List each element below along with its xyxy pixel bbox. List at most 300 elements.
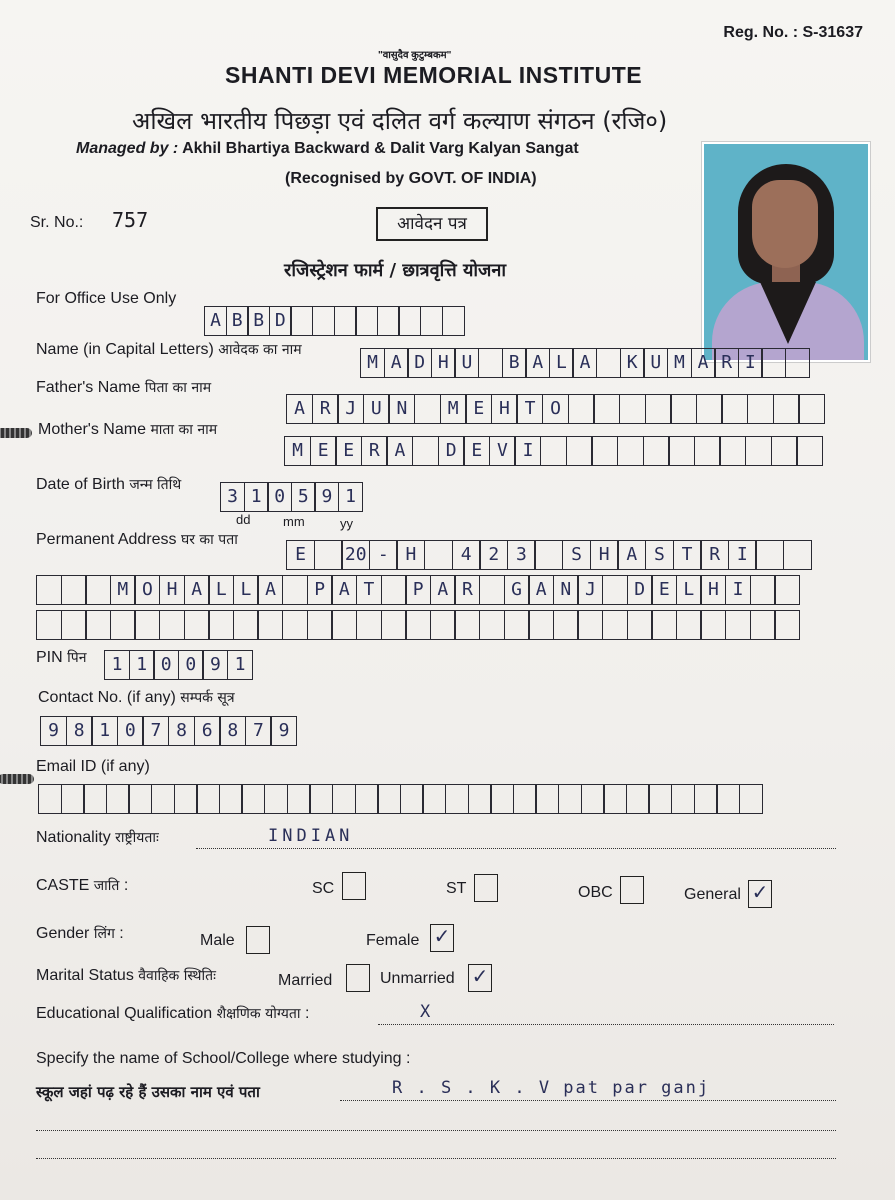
caste-obc-label: OBC [578,884,613,901]
char-box[interactable]: D [269,306,292,336]
char-box[interactable] [750,575,776,605]
dob-mm-hint: mm [283,514,305,529]
char-box[interactable]: L [676,575,702,605]
caste-sc-checkbox[interactable] [342,872,366,900]
char-box[interactable]: R [454,575,480,605]
char-box[interactable]: 0 [267,482,292,512]
char-box[interactable]: 8 [219,716,246,746]
office-use-label: For Office Use Only [36,290,177,307]
contact-boxes[interactable] [40,716,296,746]
name-label-en: Name (in Capital Letters) [36,341,214,358]
char-box[interactable] [694,784,718,814]
char-box[interactable] [577,610,603,640]
char-box[interactable]: 7 [142,716,169,746]
office-use-boxes[interactable] [204,306,463,336]
char-box[interactable] [596,348,621,378]
char-box[interactable]: 7 [245,716,272,746]
char-box[interactable] [645,394,672,424]
char-box[interactable] [617,436,644,466]
char-box[interactable]: 20 [341,540,370,570]
char-box[interactable]: 5 [291,482,316,512]
char-box[interactable] [761,348,786,378]
char-box[interactable]: H [590,540,619,570]
school-line-3 [36,1158,836,1159]
char-box[interactable]: A [617,540,646,570]
char-box[interactable]: I [725,575,751,605]
marital-married-label: Married [278,972,333,989]
char-box[interactable]: L [208,575,234,605]
caste-label-hi: जाति [93,878,120,894]
char-box[interactable] [332,784,356,814]
char-box[interactable] [700,610,726,640]
char-box[interactable]: I [738,348,763,378]
char-box[interactable] [85,610,111,640]
char-box[interactable] [196,784,220,814]
char-box[interactable] [716,784,740,814]
char-box[interactable]: A [386,436,413,466]
char-box[interactable]: A [184,575,210,605]
char-box[interactable] [490,784,514,814]
char-box[interactable]: S [645,540,674,570]
char-box[interactable] [241,784,265,814]
education-label-en: Educational Qualification [36,1005,213,1022]
char-box[interactable]: N [388,394,415,424]
pin-label [36,648,86,667]
char-box[interactable] [739,784,763,814]
char-box[interactable] [478,348,503,378]
char-box[interactable] [257,610,283,640]
education-value[interactable]: X [420,1002,435,1022]
pin-boxes[interactable] [104,650,252,680]
char-box[interactable] [381,610,407,640]
char-box[interactable] [377,306,400,336]
gender-female-label: Female [366,932,420,949]
char-box[interactable] [504,610,530,640]
char-box[interactable] [454,610,480,640]
char-box[interactable]: 0 [117,716,144,746]
char-box[interactable] [264,784,288,814]
char-box[interactable] [719,436,746,466]
application-title: आवेदन पत्र [376,207,488,241]
dob-boxes[interactable] [220,482,362,512]
address-line1-boxes[interactable] [286,540,811,570]
char-box[interactable] [233,610,259,640]
char-box[interactable] [603,784,627,814]
char-box[interactable]: E [463,436,490,466]
char-box[interactable]: M [110,575,136,605]
char-box[interactable] [398,306,421,336]
char-box[interactable]: D [407,348,432,378]
char-box[interactable]: H [159,575,185,605]
char-box[interactable] [750,610,776,640]
char-box[interactable] [355,306,378,336]
char-box[interactable]: B [247,306,270,336]
char-box[interactable] [314,540,343,570]
char-box[interactable]: 9 [202,650,228,680]
caste-general-label: General [684,886,741,903]
char-box[interactable]: 9 [40,716,67,746]
managed-by-label: Managed by : [76,140,179,157]
char-box[interactable]: - [369,540,398,570]
char-box[interactable]: A [430,575,456,605]
char-box[interactable] [38,784,62,814]
serial-number-label: Sr. No.: [30,214,84,231]
char-box[interactable]: U [363,394,390,424]
marital-status-label-hi: वैवाहिक स्थितिः [138,968,216,984]
nationality-label-hi: राष्ट्रीयताः [115,830,159,846]
char-box[interactable] [558,784,582,814]
char-box[interactable]: J [577,575,603,605]
char-box[interactable] [783,540,812,570]
gender-female-checkbox[interactable]: ✓ [430,924,454,952]
char-box[interactable]: R [361,436,388,466]
char-box[interactable]: T [516,394,543,424]
char-box[interactable]: U [643,348,668,378]
char-box[interactable]: E [651,575,677,605]
char-box[interactable] [651,610,677,640]
char-box[interactable] [771,436,798,466]
char-box[interactable] [134,610,160,640]
nationality-value[interactable]: INDIAN [268,826,354,846]
char-box[interactable]: I [514,436,541,466]
char-box[interactable] [696,394,723,424]
char-box[interactable] [581,784,605,814]
caste-st-label: ST [446,880,467,897]
name-boxes[interactable] [360,348,809,378]
marital-married-checkbox[interactable] [346,964,370,992]
char-box[interactable] [747,394,774,424]
char-box[interactable] [106,784,130,814]
char-box[interactable] [553,610,579,640]
char-box[interactable] [377,784,401,814]
caste-general-checkbox[interactable]: ✓ [748,880,772,908]
char-box[interactable]: E [335,436,362,466]
char-box[interactable]: H [396,540,425,570]
name-label-hi: आवेदक का नाम [218,342,302,358]
nationality-label [36,828,159,847]
gender-label-en: Gender [36,925,90,942]
pin-label-en: PIN [36,649,63,666]
father-name-label-en: Father's Name [36,379,141,396]
char-box[interactable] [334,306,357,336]
education-label [36,1004,309,1023]
char-box[interactable]: A [204,306,227,336]
char-box[interactable] [774,575,800,605]
char-box[interactable] [535,784,559,814]
nationality-label-en: Nationality [36,829,111,846]
char-box[interactable] [312,306,335,336]
contact-label-en: Contact No. (if any) [38,689,176,706]
char-box[interactable] [534,540,563,570]
char-box[interactable] [331,610,357,640]
dob-label-hi: जन्म तिथि [129,477,182,493]
caste-label [36,876,128,895]
char-box[interactable]: I [728,540,757,570]
char-box[interactable]: E [465,394,492,424]
char-box[interactable] [442,306,465,336]
char-box[interactable]: 4 [452,540,481,570]
char-box[interactable] [424,540,453,570]
char-box[interactable] [593,394,620,424]
char-box[interactable]: R [700,540,729,570]
char-box[interactable]: 2 [479,540,508,570]
gender-label [36,924,124,943]
school-value[interactable]: R . S . K . V pat par ganj [392,1078,711,1098]
char-box[interactable] [282,610,308,640]
char-box[interactable] [61,784,85,814]
marital-unmarried-checkbox[interactable]: ✓ [468,964,492,992]
dob-dd-hint: dd [236,512,251,527]
char-box[interactable]: T [356,575,382,605]
caste-st-checkbox[interactable] [474,874,498,902]
applicant-photo [702,142,870,362]
char-box[interactable] [36,575,62,605]
char-box[interactable]: 6 [194,716,221,746]
school-line-1 [340,1100,836,1101]
organization-hindi-name: अखिल भारतीय पिछड़ा एवं दलित वर्ग कल्याण संगठन (रजि०) [132,107,668,135]
char-box[interactable] [422,784,446,814]
contact-label-hi: सम्पर्क सूत्र [180,690,235,706]
char-box[interactable] [773,394,800,424]
father-name-label-hi: पिता का नाम [144,380,212,396]
char-box[interactable]: E [310,436,337,466]
contact-label [38,688,235,707]
binder-pin-icon [0,428,32,438]
address-label [36,530,238,549]
gender-label-hi: लिंग [93,926,115,942]
mother-name-label-hi: माता का नाम [150,422,218,438]
char-box[interactable] [798,394,825,424]
char-box[interactable] [412,436,439,466]
recognition-note: (Recognised by GOVT. OF INDIA) [285,170,537,187]
char-box[interactable]: E [286,540,315,570]
char-box[interactable] [626,784,650,814]
char-box[interactable]: R [312,394,339,424]
char-box[interactable] [513,784,537,814]
char-box[interactable] [290,306,313,336]
char-box[interactable]: M [360,348,385,378]
dob-label-en: Date of Birth [36,476,125,493]
char-box[interactable] [676,610,702,640]
char-box[interactable]: 0 [153,650,179,680]
dob-label [36,475,181,494]
char-box[interactable] [430,610,456,640]
address-line2-boxes[interactable] [36,575,799,605]
char-box[interactable]: 1 [104,650,130,680]
char-box[interactable]: O [134,575,160,605]
char-box[interactable]: A [286,394,313,424]
char-box[interactable] [591,436,618,466]
institute-name: SHANTI DEVI MEMORIAL INSTITUTE [225,62,643,88]
char-box[interactable] [445,784,469,814]
char-box[interactable] [796,436,823,466]
father-name-label [36,378,211,397]
char-box[interactable]: 8 [168,716,195,746]
char-box[interactable] [381,575,407,605]
education-label-separator: : [304,1005,310,1022]
char-box[interactable] [151,784,175,814]
char-box[interactable] [85,575,111,605]
char-box[interactable]: L [233,575,259,605]
address-label-en: Permanent Address [36,531,177,548]
char-box[interactable] [745,436,772,466]
char-box[interactable] [184,610,210,640]
char-box[interactable] [36,610,62,640]
char-box[interactable] [405,610,431,640]
marital-unmarried-label: Unmarried [380,970,455,987]
char-box[interactable] [307,610,333,640]
char-box[interactable]: 1 [129,650,155,680]
char-box[interactable]: A [528,575,554,605]
char-box[interactable] [128,784,152,814]
mother-name-label [38,420,217,439]
char-box[interactable]: T [673,540,702,570]
char-box[interactable] [468,784,492,814]
char-box[interactable]: 1 [227,650,253,680]
char-box[interactable]: B [502,348,527,378]
char-box[interactable]: H [431,348,456,378]
char-box[interactable] [602,610,628,640]
char-box[interactable] [755,540,784,570]
char-box[interactable] [671,784,695,814]
char-box[interactable]: S [562,540,591,570]
char-box[interactable]: 0 [178,650,204,680]
char-box[interactable]: L [549,348,574,378]
char-box[interactable] [110,610,136,640]
gender-label-separator: : [119,925,124,942]
char-box[interactable] [287,784,311,814]
char-box[interactable] [174,784,198,814]
pin-label-hi: पिन [67,650,87,666]
char-box[interactable]: A [331,575,357,605]
char-box[interactable]: M [667,348,692,378]
char-box[interactable] [309,784,333,814]
char-box[interactable] [479,610,505,640]
char-box[interactable] [648,784,672,814]
char-box[interactable]: 9 [270,716,297,746]
char-box[interactable]: J [337,394,364,424]
char-box[interactable] [61,575,87,605]
char-box[interactable] [602,575,628,605]
char-box[interactable]: H [491,394,518,424]
char-box[interactable]: 1 [91,716,118,746]
char-box[interactable]: A [384,348,409,378]
char-box[interactable] [355,784,379,814]
char-box[interactable] [528,610,554,640]
char-box[interactable] [208,610,234,640]
char-box[interactable] [61,610,87,640]
mother-name-label-en: Mother's Name [38,421,146,438]
char-box[interactable]: 1 [338,482,363,512]
char-box[interactable]: 3 [220,482,245,512]
education-label-hi: शैक्षणिक योग्यता [216,1006,301,1022]
char-box[interactable] [159,610,185,640]
char-box[interactable]: B [226,306,249,336]
char-box[interactable] [540,436,567,466]
char-box[interactable] [568,394,595,424]
caste-label-separator: : [123,877,129,894]
gender-male-checkbox[interactable] [246,926,270,954]
char-box[interactable]: 1 [244,482,269,512]
char-box[interactable]: D [438,436,465,466]
char-box[interactable] [721,394,748,424]
binder-pin-icon [0,774,34,784]
char-box[interactable] [420,306,443,336]
char-box[interactable] [619,394,646,424]
char-box[interactable]: P [405,575,431,605]
char-box[interactable]: 3 [507,540,536,570]
mother-name-boxes[interactable] [284,436,822,466]
school-label-hindi [36,1082,260,1102]
education-line [378,1024,834,1025]
char-box[interactable] [785,348,810,378]
char-box[interactable] [725,610,751,640]
char-box[interactable]: M [440,394,467,424]
email-label: Email ID (if any) [36,758,150,775]
marital-status-label [36,966,216,985]
caste-label-en: CASTE [36,877,90,894]
serial-number-value: 757 [112,208,149,232]
char-box[interactable] [774,610,800,640]
char-box[interactable]: V [489,436,516,466]
char-box[interactable]: A [572,348,597,378]
char-box[interactable]: A [257,575,283,605]
school-line-2 [36,1130,836,1131]
char-box[interactable]: O [542,394,569,424]
char-box[interactable]: G [504,575,530,605]
caste-sc-label: SC [312,880,335,897]
char-box[interactable] [694,436,721,466]
char-box[interactable] [643,436,670,466]
char-box[interactable] [282,575,308,605]
father-name-boxes[interactable] [286,394,824,424]
char-box[interactable]: A [691,348,716,378]
caste-obc-checkbox[interactable] [620,876,644,904]
char-box[interactable] [83,784,107,814]
char-box[interactable] [356,610,382,640]
address-label-hi: घर का पता [180,532,238,548]
char-box[interactable] [627,610,653,640]
char-box[interactable]: K [620,348,645,378]
school-label-hi-text: स्कूल जहां पढ़ रहे हैं उसका नाम एवं पता [36,1083,260,1101]
char-box[interactable]: 9 [314,482,339,512]
char-box[interactable] [414,394,441,424]
char-box[interactable]: N [553,575,579,605]
nationality-line [196,848,836,849]
char-box[interactable] [566,436,593,466]
char-box[interactable]: P [307,575,333,605]
char-box[interactable] [400,784,424,814]
char-box[interactable]: A [525,348,550,378]
form-subtitle: रजिस्ट्रेशन फार्म / छात्रवृत्ति योजना [284,260,507,281]
address-line3-boxes[interactable] [36,610,799,640]
char-box[interactable]: M [284,436,311,466]
dob-yy-hint: yy [340,516,353,531]
char-box[interactable] [670,394,697,424]
char-box[interactable]: D [627,575,653,605]
email-boxes[interactable] [38,784,762,814]
char-box[interactable]: R [714,348,739,378]
char-box[interactable] [668,436,695,466]
registration-number: Reg. No. : S-31637 [723,24,863,41]
char-box[interactable]: H [700,575,726,605]
char-box[interactable]: 8 [66,716,93,746]
managed-by-value: Akhil Bhartiya Backward & Dalit Varg Kalyan Sangat [182,140,579,157]
char-box[interactable]: U [454,348,479,378]
marital-status-label-en: Marital Status [36,967,134,984]
char-box[interactable] [479,575,505,605]
char-box[interactable] [219,784,243,814]
